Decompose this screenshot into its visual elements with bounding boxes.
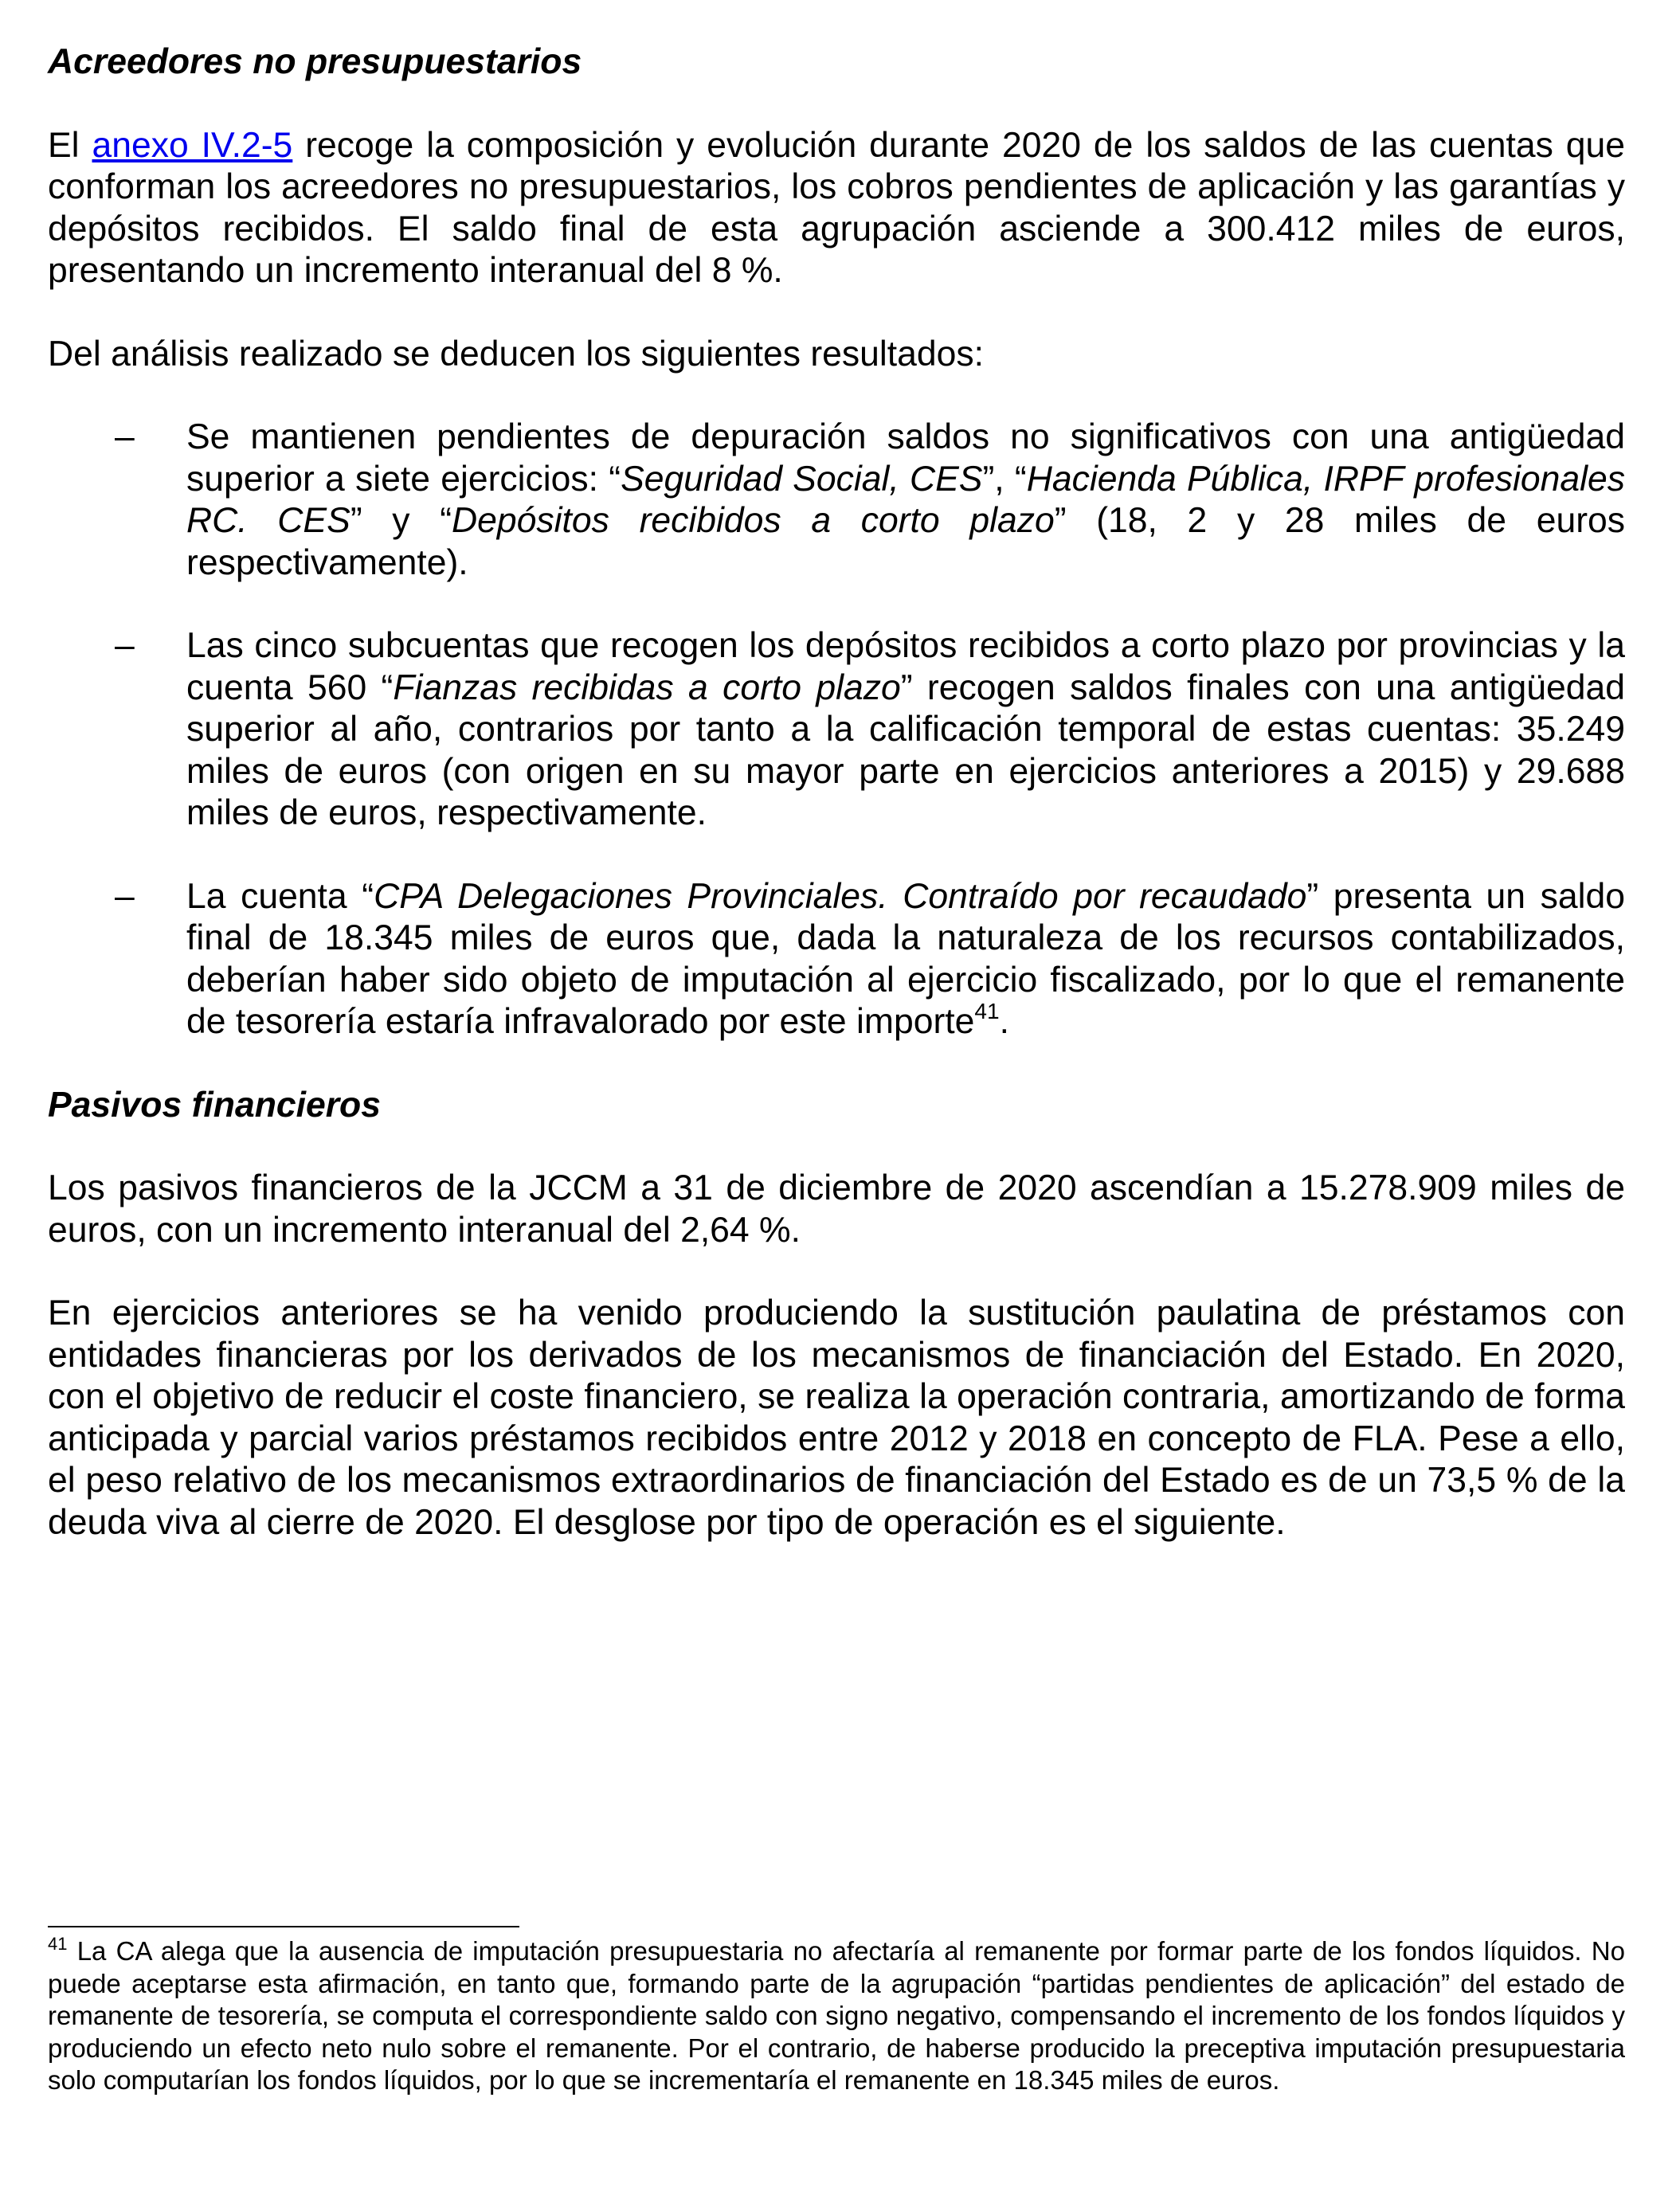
list-item: – Se mantienen pendientes de depuración saldos no significativos con una antigüedad superior a siete ejercicios: “Seguridad Social, CES”, “Hacienda Pública, IRPF profesionales RC. CES” y “Depósitos recibidos a corto plazo” (18, 2 y 28 miles de euros respectivamente). (115, 417, 1626, 582)
footnote-text: La CA alega que la ausencia de imputación presupuestaria no afectaría al remanente por formar parte de los fondos líquidos. No puede aceptarse esta afirmación, en tanto que, formando parte de la agrupación “partidas pendientes de aplicación” del estado de remanente de tesorería, se computa el correspondiente saldo con signo negativo, compensando el incremento de los fondos líquidos y produciendo un efecto neto nulo sobre el remanente. Por el contrario, de haberse producido la preceptiva imputación presupuestaria solo computarían los fondos líquidos, por lo que se incrementaría el remanente en 18.345 miles de euros. (48, 1936, 1625, 2095)
pasivos-paragraph-2: En ejercicios anteriores se ha venido produciendo la sustitución paulatina de préstamos con entidades financieras por los derivados de los mecanismos de financiación del Estado. En 2020, con el objetivo de reducir el coste financiero, se realiza la operación contraria, amortizando de forma anticipada y parcial varios préstamos recibidos entre 2012 y 2018 en concepto de FLA. Pese a ello, el peso relativo de los mecanismos extraordinarios de financiación del Estado es de un 73,5 % de la deuda viva al cierre de 2020. El desglose por tipo de operación es el siguiente. (48, 1293, 1625, 1542)
dash-bullet: – (115, 626, 135, 665)
anexo-link[interactable]: anexo IV.2-5 (92, 125, 293, 165)
footnote-separator (48, 1926, 519, 1927)
dash-bullet: – (115, 876, 135, 916)
section-heading-pasivos: Pasivos financieros (48, 1085, 381, 1125)
footnote (48, 1935, 1625, 2097)
acreedores-paragraph-1: El anexo IV.2-5 recoge la composición y evolución durante 2020 de los saldos de las cuentas que conforman los acreedores no presupuestarios, los cobros pendientes de aplicación y las garantías y depósitos recibidos. El saldo final de esta agrupación asciende a 300.412 miles de euros, presentando un incremento interanual del 8 %. (48, 125, 1625, 290)
list-item: – Las cinco subcuentas que recogen los depósitos recibidos a corto plazo por provincias y la cuenta 560 “Fianzas recibidas a corto plazo” recogen saldos finales con una antigüedad superior al año, contrarios por tanto a la calificación temporal de estas cuentas: 35.249 miles de euros (con origen en su mayor parte en ejercicios anteriores a 2015) y 29.688 miles de euros, respectivamente. (115, 626, 1626, 832)
pasivos-paragraph-1: Los pasivos financieros de la JCCM a 31 de diciembre de 2020 ascendían a 15.278.909 miles de euros, con un incremento interanual del 2,64 %. (48, 1168, 1625, 1250)
footnote-reference[interactable]: 41 (974, 999, 1000, 1023)
dash-bullet: – (115, 417, 135, 456)
section-heading-acreedores: Acreedores no presupuestarios (48, 42, 582, 81)
acreedores-paragraph-2: Del análisis realizado se deducen los siguientes resultados: (48, 334, 984, 374)
results-list (48, 417, 1625, 1043)
document-body (48, 41, 1625, 1585)
footnote-number: 41 (48, 1934, 68, 1954)
list-item: – La cuenta “CPA Delegaciones Provinciales. Contraído por recaudado” presenta un saldo final de 18.345 miles de euros que, dada la naturaleza de los recursos contabilizados, deberían haber sido objeto de imputación al ejercicio fiscalizado, por lo que el remanente de tesorería estaría infravalorado por este importe$^{41}$. (115, 876, 1625, 1041)
